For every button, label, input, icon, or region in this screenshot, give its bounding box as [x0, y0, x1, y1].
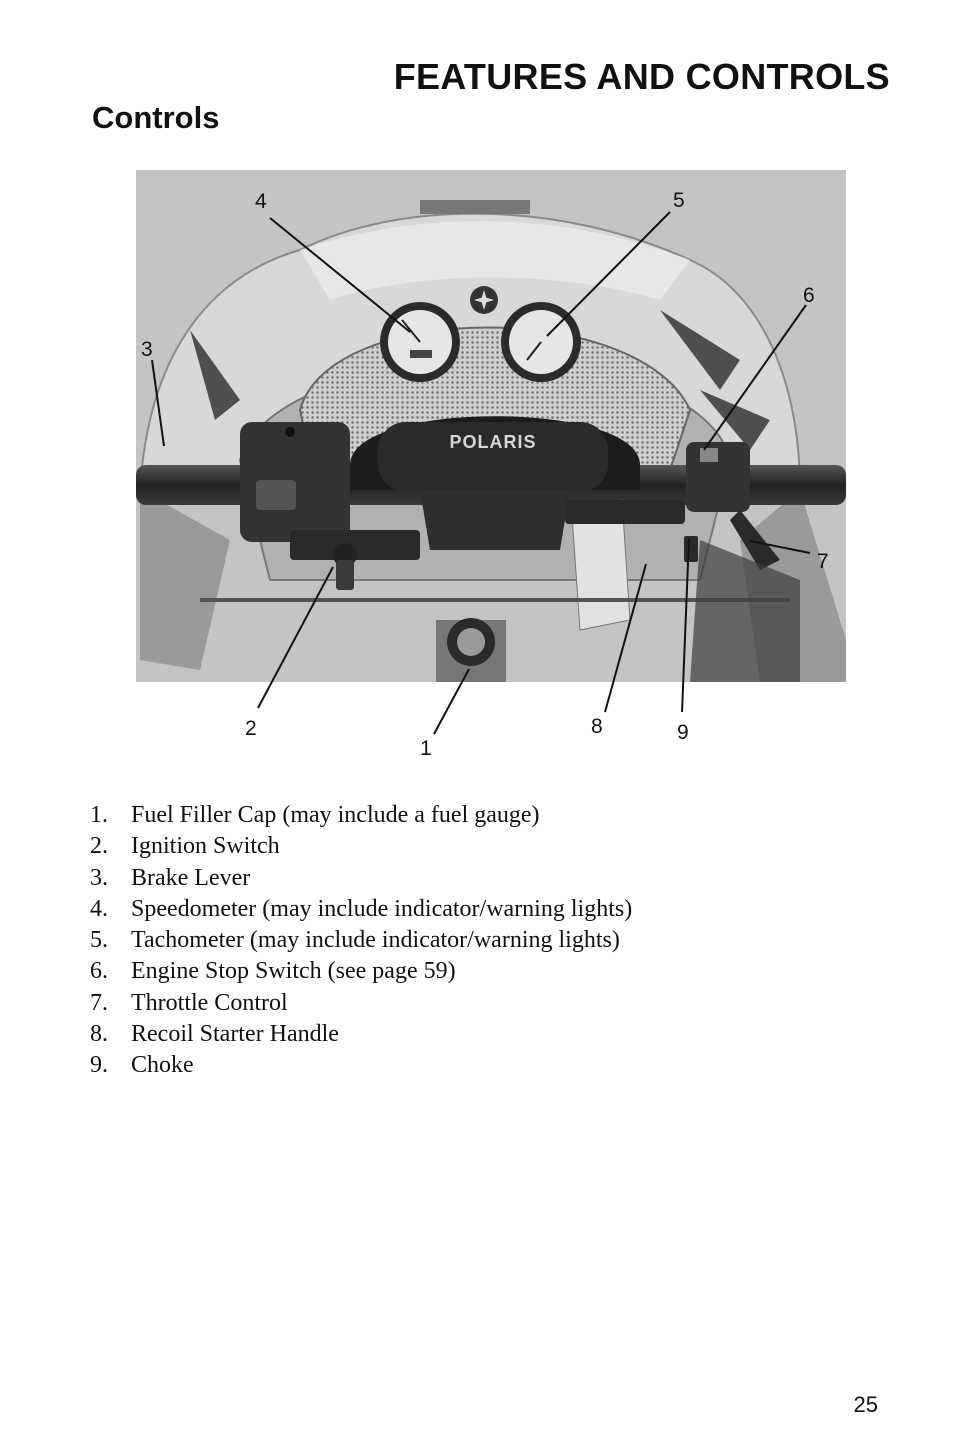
legend-item-number: 4.	[90, 895, 108, 922]
windshield-badge	[420, 200, 530, 214]
legend-item-text: Brake Lever	[131, 864, 251, 891]
legend-item	[90, 863, 632, 894]
snowmobile-photo	[136, 170, 846, 682]
callout-1: 1	[420, 737, 432, 760]
legend-item-text: Engine Stop Switch (see page 59)	[131, 958, 456, 985]
legend-item	[90, 988, 632, 1019]
legend-item-number: 8.	[90, 1021, 108, 1048]
section-title: Controls	[92, 100, 220, 135]
fuel-filler-cap	[436, 618, 506, 682]
page-number: 25	[853, 1392, 878, 1417]
legend-item-text: Fuel Filler Cap (may include a fuel gauge)	[131, 802, 540, 828]
legend-item	[90, 925, 632, 956]
legend-item-text: Recoil Starter Handle	[131, 1021, 339, 1048]
page-header-title: FEATURES AND CONTROLS	[393, 56, 890, 97]
legend-item-number: 5.	[90, 927, 108, 954]
polaris-brand-text: POLARIS	[449, 432, 537, 452]
legend-item-number: 6.	[90, 958, 108, 985]
legend-item-number: 3.	[90, 864, 108, 891]
callout-2: 2	[245, 717, 257, 740]
legend-item	[90, 800, 632, 831]
legend-item-text: Throttle Control	[131, 989, 288, 1016]
callout-9: 9	[677, 721, 689, 744]
legend-item-number: 7.	[90, 989, 108, 1016]
legend-item-text: Speedometer (may include indicator/warning lights)	[131, 895, 633, 922]
recoil-starter-handle	[565, 500, 685, 524]
ignition-switch	[333, 543, 357, 590]
choke-knob	[684, 536, 698, 562]
callout-4: 4	[255, 190, 267, 213]
legend-item-number: 2.	[90, 833, 108, 860]
callout-8: 8	[591, 715, 603, 738]
legend-item-text: Tachometer (may include indicator/warning lights)	[131, 927, 620, 954]
callout-7: 7	[817, 550, 829, 573]
speedometer-gauge	[380, 302, 460, 382]
callout-5: 5	[673, 189, 685, 212]
legend-item	[90, 1050, 632, 1081]
legend-item	[90, 894, 632, 925]
controls-figure	[0, 160, 954, 780]
legend-item-number: 1.	[90, 802, 108, 828]
callout-6: 6	[803, 284, 815, 307]
legend-item-number: 9.	[90, 1052, 108, 1079]
legend-item-text: Ignition Switch	[131, 833, 280, 860]
callout-3: 3	[141, 338, 153, 361]
legend-item	[90, 956, 632, 987]
legend-item	[90, 1019, 632, 1050]
controls-photo-diagram	[0, 160, 954, 780]
legend-item	[90, 831, 632, 862]
legend-item-text: Choke	[131, 1052, 194, 1079]
controls-legend-list	[90, 800, 632, 1082]
